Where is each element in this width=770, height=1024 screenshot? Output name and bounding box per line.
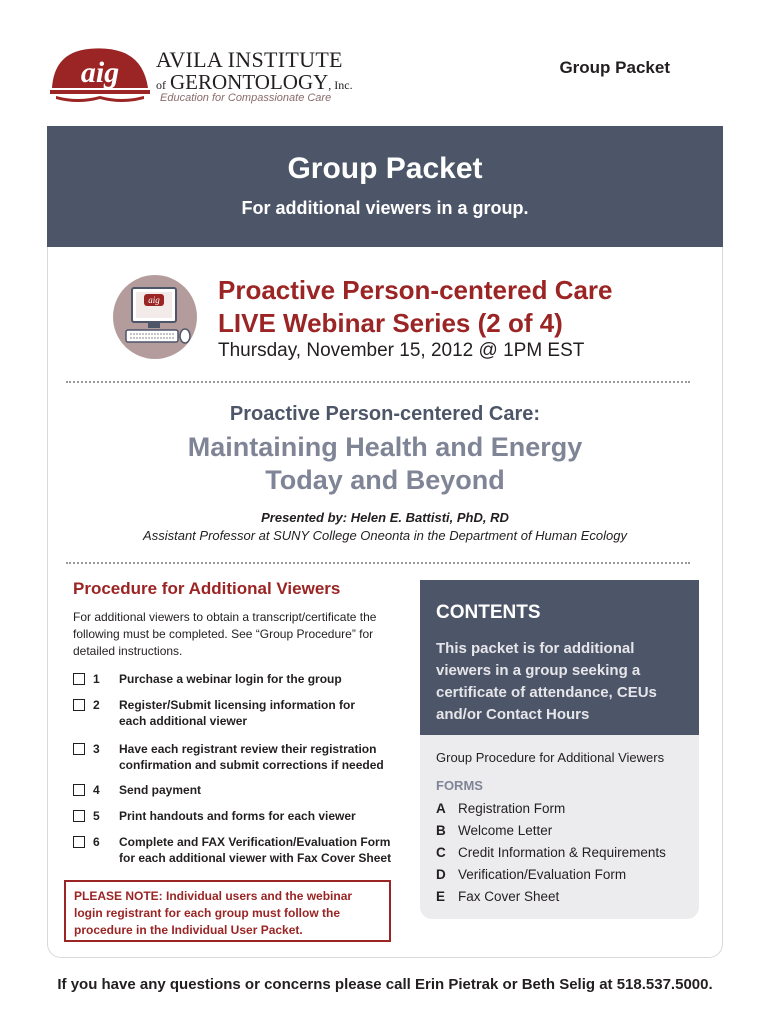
series-title-line2: LIVE Webinar Series (2 of 4)	[218, 308, 563, 338]
step-checkbox[interactable]	[73, 836, 85, 848]
form-name: Welcome Letter	[458, 823, 553, 838]
aig-logo-icon	[48, 44, 152, 106]
step-number: 4	[93, 783, 100, 797]
step-text: Register/Submit licensing information for each additional viewer	[119, 698, 356, 728]
step-number: 6	[93, 835, 100, 849]
step-checkbox[interactable]	[73, 699, 85, 711]
presenter-role: Assistant Professor at SUNY College Oneonta in the Department of Human Ecology	[143, 528, 627, 543]
step-number: 1	[93, 672, 100, 686]
step-text: Purchase a webinar login for the group	[119, 672, 342, 686]
procedure-title: Procedure for Additional Viewers	[73, 579, 341, 598]
step-checkbox[interactable]	[73, 743, 85, 755]
logo-name-of: of	[156, 78, 166, 92]
form-name: Fax Cover Sheet	[458, 889, 560, 904]
presenter: Presented by: Helen E. Battisti, PhD, RD	[261, 510, 509, 525]
step-number: 2	[93, 698, 100, 712]
form-letter: C	[436, 845, 446, 860]
series-title	[218, 274, 613, 340]
title-banner	[47, 126, 723, 247]
logo-name-gerontology: GERONTOLOGY	[170, 70, 329, 94]
topic-pre-title: Proactive Person-centered Care:	[229, 403, 541, 425]
step-text: Print handouts and forms for each viewer	[119, 809, 356, 823]
logo-name-inc: , Inc.	[328, 78, 353, 92]
step-text: Complete and FAX Verification/Evaluation Form for each additional viewer with Fax Cover Sheet	[119, 835, 392, 865]
topic-main-line2: Today and Beyond	[265, 465, 505, 495]
form-name: Verification/Evaluation Form	[458, 867, 627, 882]
contents-panel	[420, 580, 699, 735]
logo-mark: aig	[80, 56, 120, 89]
top-right-label: Group Packet	[559, 58, 670, 77]
footer-contact: If you have any questions or concerns please call Erin Pietrak or Beth Selig at 518.537.5000.	[57, 976, 713, 993]
step-checkbox[interactable]	[73, 784, 85, 796]
banner-title: Group Packet	[287, 152, 483, 185]
institute-logo	[48, 44, 368, 108]
computer-monitor-icon	[112, 274, 198, 360]
please-note-box: PLEASE NOTE: Individual users and the webinar login registrant for each group must follow the procedure in the Individual User Packet.	[64, 880, 391, 942]
logo-name-line1: AVILA INSTITUTE	[156, 47, 343, 72]
step-text: Send payment	[119, 783, 202, 797]
form-letter: A	[436, 801, 446, 816]
logo-tagline: Education for Compassionate Care	[160, 92, 332, 104]
contents-procedure-line: Group Procedure for Additional Viewers	[436, 750, 665, 765]
form-letter: E	[436, 889, 446, 904]
form-letter: B	[436, 823, 446, 838]
banner-subtitle: For additional viewers in a group.	[241, 198, 529, 218]
form-letter: D	[436, 867, 446, 882]
dotted-divider	[66, 562, 690, 564]
procedure-intro: For additional viewers to obtain a transcript/certificate the following must be completed. See “Group Procedure” for detailed instructions.	[73, 610, 377, 658]
contents-title: CONTENTS	[436, 602, 541, 623]
step-text: Have each registrant review their registration confirmation and submit corrections if needed	[119, 742, 384, 772]
step-number: 3	[93, 742, 100, 756]
step-checkbox[interactable]	[73, 673, 85, 685]
step-number: 5	[93, 809, 100, 823]
form-name: Credit Information & Requirements	[458, 845, 666, 860]
contents-description: This packet is for additional viewers in a group seeking a certificate of attendance, CEUs and/or Contact Hours	[436, 640, 657, 723]
screen-logo-mark: aig	[148, 295, 160, 305]
topic-main-line1: Maintaining Health and Energy	[187, 432, 583, 462]
series-date: Thursday, November 15, 2012 @ 1PM EST	[218, 340, 585, 361]
series-title-line1: Proactive Person-centered Care	[218, 275, 613, 305]
form-name: Registration Form	[458, 801, 566, 816]
dotted-divider	[66, 381, 690, 383]
forms-title: FORMS	[436, 778, 483, 793]
step-checkbox[interactable]	[73, 810, 85, 822]
topic-main-title	[0, 431, 770, 497]
